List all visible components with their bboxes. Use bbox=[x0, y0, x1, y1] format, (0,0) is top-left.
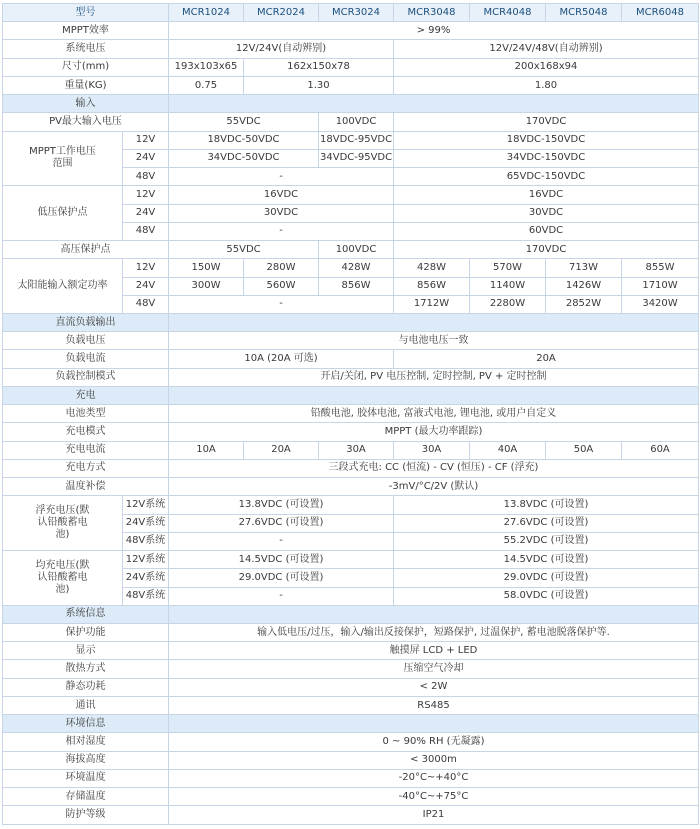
sub-label: 24V系统 bbox=[123, 514, 169, 532]
section-title: 直流负载输出 bbox=[3, 313, 169, 331]
sub-label: 12V系统 bbox=[123, 496, 169, 514]
model-3: MCR3024 bbox=[319, 4, 394, 22]
cell-value: 13.8VDC (可设置) bbox=[169, 496, 394, 514]
load-v-row bbox=[3, 332, 699, 350]
humidity-row bbox=[3, 733, 699, 751]
cell-value: 428W bbox=[394, 259, 470, 277]
cell-value: < 3000m bbox=[169, 751, 699, 769]
row-label: 负载控制模式 bbox=[3, 368, 169, 386]
cell-value: - bbox=[169, 222, 394, 240]
section-dc bbox=[3, 313, 699, 331]
sub-label: 24V bbox=[123, 277, 169, 295]
model-2: MCR2024 bbox=[244, 4, 319, 22]
cell-value: 162x150x78 bbox=[244, 58, 394, 76]
cell-value: 压缩空气冷却 bbox=[169, 660, 699, 678]
cell-value: 170VDC bbox=[394, 241, 699, 259]
row-label: 负载电流 bbox=[3, 350, 169, 368]
section-sys bbox=[3, 605, 699, 623]
cell-value: 14.5VDC (可设置) bbox=[169, 551, 394, 569]
cell-value: 30A bbox=[394, 441, 470, 459]
load-i-row bbox=[3, 350, 699, 368]
row-label: MPPT工作电压范围 bbox=[3, 131, 123, 186]
sub-label: 12V bbox=[123, 131, 169, 149]
model-6: MCR5048 bbox=[546, 4, 622, 22]
cell-value: 55.2VDC (可设置) bbox=[394, 532, 699, 550]
row-label: 高压保护点 bbox=[3, 241, 169, 259]
protect-row bbox=[3, 623, 699, 641]
cell-value: 1712W bbox=[394, 295, 470, 313]
row-label: 保护功能 bbox=[3, 623, 169, 641]
cell-value: 58.0VDC (可设置) bbox=[394, 587, 699, 605]
charge-i-row bbox=[3, 441, 699, 459]
spec-table bbox=[2, 3, 699, 825]
ip-row bbox=[3, 806, 699, 825]
row-label: 太阳能输入额定功率 bbox=[3, 259, 123, 314]
weight-row bbox=[3, 76, 699, 94]
cell-value: 193x103x65 bbox=[169, 58, 244, 76]
cell-value: 14.5VDC (可设置) bbox=[394, 551, 699, 569]
cell-value: 0 ~ 90% RH (无凝露) bbox=[169, 733, 699, 751]
row-label: 海拔高度 bbox=[3, 751, 169, 769]
cell-value: 1.80 bbox=[394, 76, 699, 94]
high-v-row bbox=[3, 241, 699, 259]
row-label: 静态功耗 bbox=[3, 678, 169, 696]
pv-max-row bbox=[3, 113, 699, 131]
sub-label: 48V bbox=[123, 222, 169, 240]
cell-value: 16VDC bbox=[394, 186, 699, 204]
sub-label: 12V bbox=[123, 259, 169, 277]
row-label: 通讯 bbox=[3, 696, 169, 714]
cell-value: < 2W bbox=[169, 678, 699, 696]
cell-value: -40°C~+75°C bbox=[169, 788, 699, 806]
row-label: 充电模式 bbox=[3, 423, 169, 441]
sub-label: 24V bbox=[123, 149, 169, 167]
cell-value: 55VDC bbox=[169, 241, 319, 259]
section-charge bbox=[3, 386, 699, 404]
cell-value: 20A bbox=[244, 441, 319, 459]
cell-value: 428W bbox=[319, 259, 394, 277]
section-title: 充电 bbox=[3, 386, 169, 404]
row-label: 环境温度 bbox=[3, 769, 169, 787]
bat-type-row bbox=[3, 405, 699, 423]
cell-value: RS485 bbox=[169, 696, 699, 714]
altitude-row bbox=[3, 751, 699, 769]
cell-value: 10A (20A 可选) bbox=[169, 350, 394, 368]
cell-value: 12V/24V(自动辨别) bbox=[169, 40, 394, 58]
cell-value: 560W bbox=[244, 277, 319, 295]
cell-value: 856W bbox=[394, 277, 470, 295]
model-1: MCR1024 bbox=[169, 4, 244, 22]
cell-value: 16VDC bbox=[169, 186, 394, 204]
cell-value: 1140W bbox=[470, 277, 546, 295]
cell-value: 34VDC-50VDC bbox=[169, 149, 319, 167]
row-label: 充电方式 bbox=[3, 459, 169, 477]
row-label: 电池类型 bbox=[3, 405, 169, 423]
section-env bbox=[3, 715, 699, 733]
comm-row bbox=[3, 696, 699, 714]
cell-value: - bbox=[169, 295, 394, 313]
display-row bbox=[3, 642, 699, 660]
solar-row-12 bbox=[3, 259, 699, 277]
cell-value: 200x168x94 bbox=[394, 58, 699, 76]
cell-value: 2280W bbox=[470, 295, 546, 313]
cell-value: 150W bbox=[169, 259, 244, 277]
cell-value: 856W bbox=[319, 277, 394, 295]
cell-value: 18VDC-50VDC bbox=[169, 131, 319, 149]
cell-value: 10A bbox=[169, 441, 244, 459]
row-label: 低压保护点 bbox=[3, 186, 123, 241]
row-label: 防护等级 bbox=[3, 806, 169, 825]
model-7: MCR6048 bbox=[622, 4, 699, 22]
cell-value: 开启/关闭, PV 电压控制, 定时控制, PV + 定时控制 bbox=[169, 368, 699, 386]
cell-value: 65VDC-150VDC bbox=[394, 168, 699, 186]
row-label: 显示 bbox=[3, 642, 169, 660]
sys-voltage-row bbox=[3, 40, 699, 58]
row-label: 充电电流 bbox=[3, 441, 169, 459]
charge-mode-row bbox=[3, 423, 699, 441]
row-label: 重量(KG) bbox=[3, 76, 169, 94]
cell-value: 3420W bbox=[622, 295, 699, 313]
amb-temp-row bbox=[3, 769, 699, 787]
store-temp-row bbox=[3, 788, 699, 806]
model-header: 型号 bbox=[3, 4, 169, 22]
cell-value: IP21 bbox=[169, 806, 699, 825]
cell-value: MPPT (最大功率跟踪) bbox=[169, 423, 699, 441]
sub-label: 12V系统 bbox=[123, 551, 169, 569]
cooling-row bbox=[3, 660, 699, 678]
cell-value: -20°C~+40°C bbox=[169, 769, 699, 787]
cell-value: 输入低电压/过压，输入/输出反接保护，短路保护, 过温保护, 蓄电池脱落保护等. bbox=[169, 623, 699, 641]
cell-value: 55VDC bbox=[169, 113, 319, 131]
cell-value: 1710W bbox=[622, 277, 699, 295]
cell-value: 40A bbox=[470, 441, 546, 459]
mppt-range-row-12 bbox=[3, 131, 699, 149]
section-title: 环境信息 bbox=[3, 715, 169, 733]
cell-value: 713W bbox=[546, 259, 622, 277]
cell-value: 三段式充电: CC (恒流) - CV (恒压) - CF (浮充) bbox=[169, 459, 699, 477]
row-label: 负载电压 bbox=[3, 332, 169, 350]
cell-value: 29.0VDC (可设置) bbox=[169, 569, 394, 587]
cell-value: 13.8VDC (可设置) bbox=[394, 496, 699, 514]
cell-value: 170VDC bbox=[394, 113, 699, 131]
row-label: MPPT效率 bbox=[3, 22, 169, 40]
cell-value: 18VDC-95VDC bbox=[319, 131, 394, 149]
cell-value: -3mV/°C/2V (默认) bbox=[169, 478, 699, 496]
load-mode-row bbox=[3, 368, 699, 386]
cell-value: 18VDC-150VDC bbox=[394, 131, 699, 149]
row-label: 温度补偿 bbox=[3, 478, 169, 496]
cell-value: 100VDC bbox=[319, 241, 394, 259]
sub-label: 12V bbox=[123, 186, 169, 204]
low-v-row-12 bbox=[3, 186, 699, 204]
temp-comp-row bbox=[3, 478, 699, 496]
cell-value: 27.6VDC (可设置) bbox=[169, 514, 394, 532]
row-label: 均充电压(默认铅酸蓄电池) bbox=[3, 551, 123, 606]
sub-label: 48V bbox=[123, 295, 169, 313]
sub-label: 24V系统 bbox=[123, 569, 169, 587]
cell-value: 570W bbox=[470, 259, 546, 277]
cell-value: 855W bbox=[622, 259, 699, 277]
section-title: 系统信息 bbox=[3, 605, 169, 623]
row-label: PV最大输入电压 bbox=[3, 113, 169, 131]
size-row bbox=[3, 58, 699, 76]
row-label: 浮充电压(默认铅酸蓄电池) bbox=[3, 496, 123, 551]
cell-value: 280W bbox=[244, 259, 319, 277]
section-input bbox=[3, 95, 699, 113]
model-4: MCR3048 bbox=[394, 4, 470, 22]
cell-value: 30VDC bbox=[394, 204, 699, 222]
cell-value: 60VDC bbox=[394, 222, 699, 240]
row-label: 尺寸(mm) bbox=[3, 58, 169, 76]
cell-value: 1426W bbox=[546, 277, 622, 295]
cell-value: 34VDC-150VDC bbox=[394, 149, 699, 167]
cell-value: 与电池电压一致 bbox=[169, 332, 699, 350]
mppt-eff-row bbox=[3, 22, 699, 40]
cell-value: 20A bbox=[394, 350, 699, 368]
cell-value: 12V/24V/48V(自动辨别) bbox=[394, 40, 699, 58]
cell-value: - bbox=[169, 587, 394, 605]
cell-value: 60A bbox=[622, 441, 699, 459]
cell-value: 29.0VDC (可设置) bbox=[394, 569, 699, 587]
row-label: 相对湿度 bbox=[3, 733, 169, 751]
cell-value: - bbox=[169, 168, 394, 186]
cell-value: 2852W bbox=[546, 295, 622, 313]
sub-label: 48V系统 bbox=[123, 587, 169, 605]
cell-value: 0.75 bbox=[169, 76, 244, 94]
cell-value: 50A bbox=[546, 441, 622, 459]
sub-label: 48V系统 bbox=[123, 532, 169, 550]
model-5: MCR4048 bbox=[470, 4, 546, 22]
cell-value: 触摸屏 LCD + LED bbox=[169, 642, 699, 660]
cell-value: 30A bbox=[319, 441, 394, 459]
eq-v-row-12 bbox=[3, 551, 699, 569]
row-label: 系统电压 bbox=[3, 40, 169, 58]
charge-method-row bbox=[3, 459, 699, 477]
sub-label: 24V bbox=[123, 204, 169, 222]
header-row bbox=[3, 4, 699, 22]
row-label: 存储温度 bbox=[3, 788, 169, 806]
cell-value: 30VDC bbox=[169, 204, 394, 222]
section-title: 输入 bbox=[3, 95, 169, 113]
sub-label: 48V bbox=[123, 168, 169, 186]
cell-value: 34VDC-95VDC bbox=[319, 149, 394, 167]
cell-value: - bbox=[169, 532, 394, 550]
float-v-row-12 bbox=[3, 496, 699, 514]
cell-value: 1.30 bbox=[244, 76, 394, 94]
cell-value: 27.6VDC (可设置) bbox=[394, 514, 699, 532]
standby-row bbox=[3, 678, 699, 696]
cell-value: 300W bbox=[169, 277, 244, 295]
cell-value: 铅酸电池, 胶体电池, 富液式电池, 锂电池, 或用户自定义 bbox=[169, 405, 699, 423]
cell-value: > 99% bbox=[169, 22, 699, 40]
row-label: 散热方式 bbox=[3, 660, 169, 678]
cell-value: 100VDC bbox=[319, 113, 394, 131]
